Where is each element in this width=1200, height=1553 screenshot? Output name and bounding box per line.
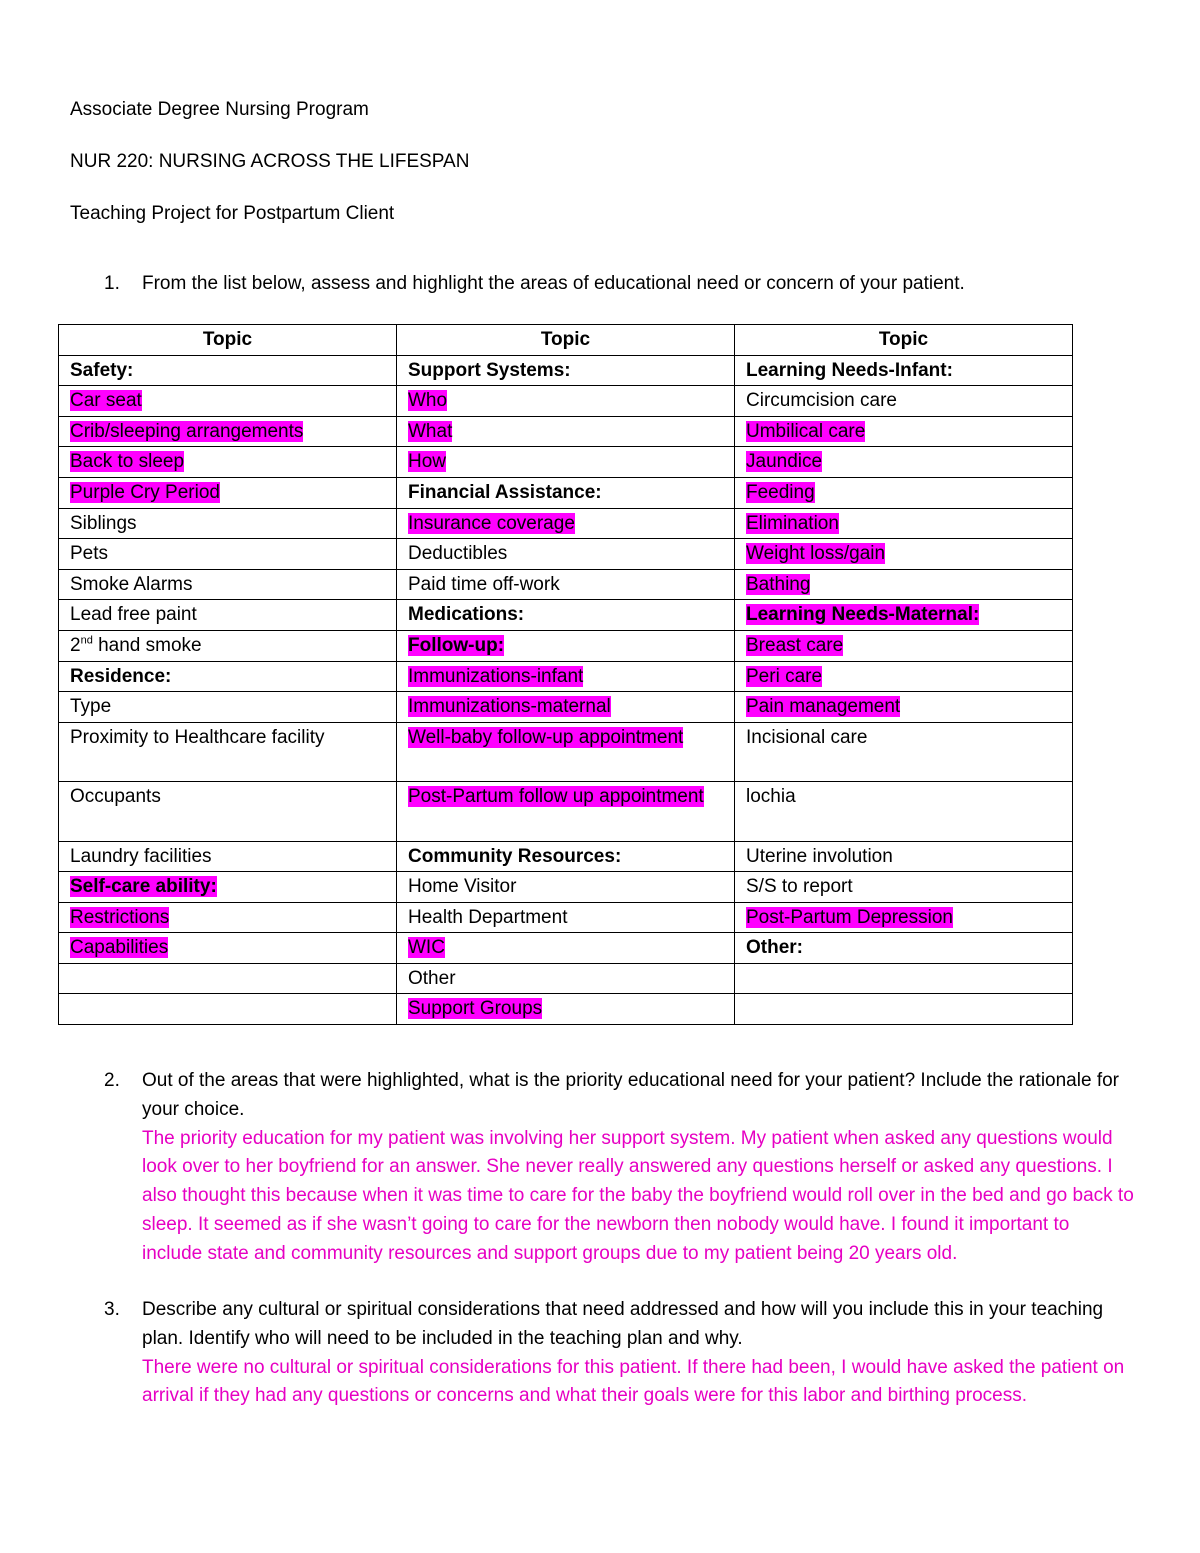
cell-text: Smoke Alarms <box>70 573 193 595</box>
table-cell <box>397 692 735 723</box>
cell-text: Immunizations-infant <box>408 665 584 687</box>
table-cell <box>397 933 735 964</box>
table-row <box>59 600 1073 631</box>
cell-text: 2nd hand smoke <box>70 634 202 656</box>
cell-text: Other: <box>746 937 803 959</box>
cell-text: Pets <box>70 543 109 565</box>
cell-text: Learning Needs-Infant: <box>746 359 953 381</box>
course-title: NUR 220: NURSING ACROSS THE LIFESPAN <box>70 151 470 172</box>
cell-text: Circumcision care <box>746 390 897 412</box>
table-cell <box>735 722 1073 781</box>
table-row <box>59 933 1073 964</box>
question-1-number: 1. <box>104 273 120 294</box>
table-cell <box>59 477 397 508</box>
question-1 <box>104 270 1134 299</box>
table-header-row <box>59 325 1073 356</box>
table-row <box>59 963 1073 994</box>
table-cell <box>397 902 735 933</box>
table-cell <box>397 722 735 781</box>
cell-text: WIC <box>408 937 445 959</box>
cell-text: Support Systems: <box>408 359 571 381</box>
cell-text: Weight loss/gain <box>746 543 886 565</box>
table-row <box>59 994 1073 1025</box>
table-cell <box>59 386 397 417</box>
table-cell <box>59 569 397 600</box>
table-cell <box>397 841 735 872</box>
cell-text: What <box>408 420 453 442</box>
table-cell <box>397 477 735 508</box>
table-row <box>59 386 1073 417</box>
table-cell <box>397 508 735 539</box>
table-cell <box>735 902 1073 933</box>
table-cell <box>397 994 735 1025</box>
table-header: Topic <box>397 325 735 356</box>
topics-table <box>58 324 1073 1025</box>
table-cell <box>735 933 1073 964</box>
table-cell <box>735 661 1073 692</box>
table-row <box>59 661 1073 692</box>
table-cell <box>735 692 1073 723</box>
table-cell <box>59 508 397 539</box>
table-cell <box>735 477 1073 508</box>
cell-text: Type <box>70 696 112 718</box>
cell-text: Residence: <box>70 665 172 687</box>
table-cell <box>397 386 735 417</box>
cell-text: Car seat <box>70 390 142 412</box>
project-title: Teaching Project for Postpartum Client <box>70 203 395 224</box>
cell-text: Post-Partum follow up appointment <box>408 786 704 808</box>
table-cell <box>59 933 397 964</box>
cell-text: Laundry facilities <box>70 845 212 867</box>
cell-text: Health Department <box>408 906 568 928</box>
table-cell <box>59 661 397 692</box>
table-row <box>59 477 1073 508</box>
cell-text: Siblings <box>70 512 137 534</box>
table-cell <box>397 569 735 600</box>
table-cell <box>59 994 397 1025</box>
table-cell <box>735 355 1073 386</box>
table-cell <box>59 963 397 994</box>
cell-text: Uterine involution <box>746 845 893 867</box>
cell-text: Well-baby follow-up appointment <box>408 726 684 748</box>
table-row <box>59 872 1073 903</box>
table-cell <box>397 600 735 631</box>
table-cell <box>397 447 735 478</box>
table-cell <box>735 569 1073 600</box>
cell-text: Elimination <box>746 512 839 534</box>
question-2-text: Out of the areas that were highlighted, what is the priority educational need for your patient? Include the rationale for your choice. <box>142 1070 1119 1120</box>
table-row <box>59 416 1073 447</box>
table-cell <box>59 841 397 872</box>
cell-text: lochia <box>746 786 796 808</box>
cell-text: Crib/sleeping arrangements <box>70 420 304 442</box>
table-cell <box>59 782 397 841</box>
cell-text: Restrictions <box>70 906 170 928</box>
cell-text: Medications: <box>408 604 525 626</box>
table-cell <box>397 963 735 994</box>
table-cell <box>397 355 735 386</box>
cell-text: Peri care <box>746 665 823 687</box>
cell-text: Capabilities <box>70 937 169 959</box>
question-2-number: 2. <box>104 1070 120 1091</box>
table-cell <box>397 539 735 570</box>
cell-text: Community Resources: <box>408 845 622 867</box>
table-cell <box>397 661 735 692</box>
table-cell <box>59 447 397 478</box>
cell-text: Back to sleep <box>70 451 185 473</box>
table-cell <box>59 355 397 386</box>
cell-text: Home Visitor <box>408 876 517 898</box>
cell-text: Other <box>408 967 456 989</box>
cell-text: Bathing <box>746 573 811 595</box>
table-row <box>59 692 1073 723</box>
table-cell <box>735 782 1073 841</box>
table-row <box>59 569 1073 600</box>
table-cell <box>59 692 397 723</box>
cell-text: Who <box>408 390 448 412</box>
table-cell <box>735 994 1073 1025</box>
table-cell <box>59 902 397 933</box>
question-3-text: Describe any cultural or spiritual considerations that need addressed and how will you include this in your teaching plan. Identify who will need to be included in the teaching plan and why. <box>142 1299 1104 1349</box>
table-row <box>59 782 1073 841</box>
table-row <box>59 508 1073 539</box>
question-3 <box>104 1296 1134 1411</box>
cell-text: Learning Needs-Maternal: <box>746 604 980 626</box>
table-row <box>59 539 1073 570</box>
table-cell <box>397 872 735 903</box>
table-cell <box>59 630 397 661</box>
cell-text: Pain management <box>746 696 901 718</box>
table-cell <box>735 447 1073 478</box>
table-cell <box>735 539 1073 570</box>
question-2-answer: The priority education for my patient was involving her support system. My patient when asked any questions would look over to her boyfriend for an answer. She never really answered any questions herself or asked any questions. I also thought this because when it was time to care for the baby the boyfriend would roll over in the bed and go back to sleep. It seemed as if she wasn’t going to care for the newborn then nobody would have. I found it important to include state and community resources and support groups due to my patient being 20 years old. <box>142 1127 1134 1264</box>
table-cell <box>59 600 397 631</box>
cell-text: Occupants <box>70 786 161 808</box>
cell-text: Support Groups <box>408 998 543 1020</box>
cell-text: Safety: <box>70 359 134 381</box>
table-row <box>59 841 1073 872</box>
table-cell <box>735 508 1073 539</box>
cell-text: Lead free paint <box>70 604 197 626</box>
cell-text: Insurance coverage <box>408 512 575 534</box>
cell-text: Paid time off-work <box>408 573 560 595</box>
cell-text: Proximity to Healthcare facility <box>70 726 325 748</box>
table-cell <box>59 722 397 781</box>
table-cell <box>59 416 397 447</box>
table-header: Topic <box>59 325 397 356</box>
cell-text: S/S to report <box>746 876 853 898</box>
cell-text: Feeding <box>746 481 815 503</box>
program-title: Associate Degree Nursing Program <box>70 99 369 120</box>
table-header: Topic <box>735 325 1073 356</box>
cell-text: Jaundice <box>746 451 823 473</box>
table-row <box>59 447 1073 478</box>
cell-text: Financial Assistance: <box>408 481 602 503</box>
topics-table-body <box>59 355 1073 1024</box>
table-cell <box>735 872 1073 903</box>
table-cell <box>397 630 735 661</box>
table-cell <box>735 600 1073 631</box>
cell-text: How <box>408 451 447 473</box>
cell-text: Deductibles <box>408 543 508 565</box>
question-2 <box>104 1067 1134 1269</box>
cell-text: Self-care ability: <box>70 876 217 898</box>
table-row <box>59 722 1073 781</box>
table-cell <box>735 386 1073 417</box>
table-row <box>59 902 1073 933</box>
cell-text: Incisional care <box>746 726 868 748</box>
table-cell <box>735 416 1073 447</box>
table-cell <box>735 630 1073 661</box>
table-cell <box>59 539 397 570</box>
question-3-answer: There were no cultural or spiritual considerations for this patient. If there had been, I would have asked the patient on arrival if they had any questions or concerns and what their goals were for this labor and birthing process. <box>142 1356 1125 1407</box>
table-row <box>59 355 1073 386</box>
cell-text: Immunizations-maternal <box>408 696 611 718</box>
cell-text: Purple Cry Period <box>70 481 220 503</box>
table-cell <box>735 841 1073 872</box>
table-row <box>59 630 1073 661</box>
cell-text: Follow-up: <box>408 634 505 656</box>
question-3-number: 3. <box>104 1299 120 1320</box>
table-cell <box>397 416 735 447</box>
table-cell <box>735 963 1073 994</box>
cell-text: Breast care <box>746 634 844 656</box>
cell-text: Post-Partum Depression <box>746 906 953 928</box>
cell-text: Umbilical care <box>746 420 866 442</box>
table-cell <box>397 782 735 841</box>
superscript: nd <box>80 634 93 647</box>
question-1-text: From the list below, assess and highlight the areas of educational need or concern of your patient. <box>142 273 965 294</box>
table-cell <box>59 872 397 903</box>
